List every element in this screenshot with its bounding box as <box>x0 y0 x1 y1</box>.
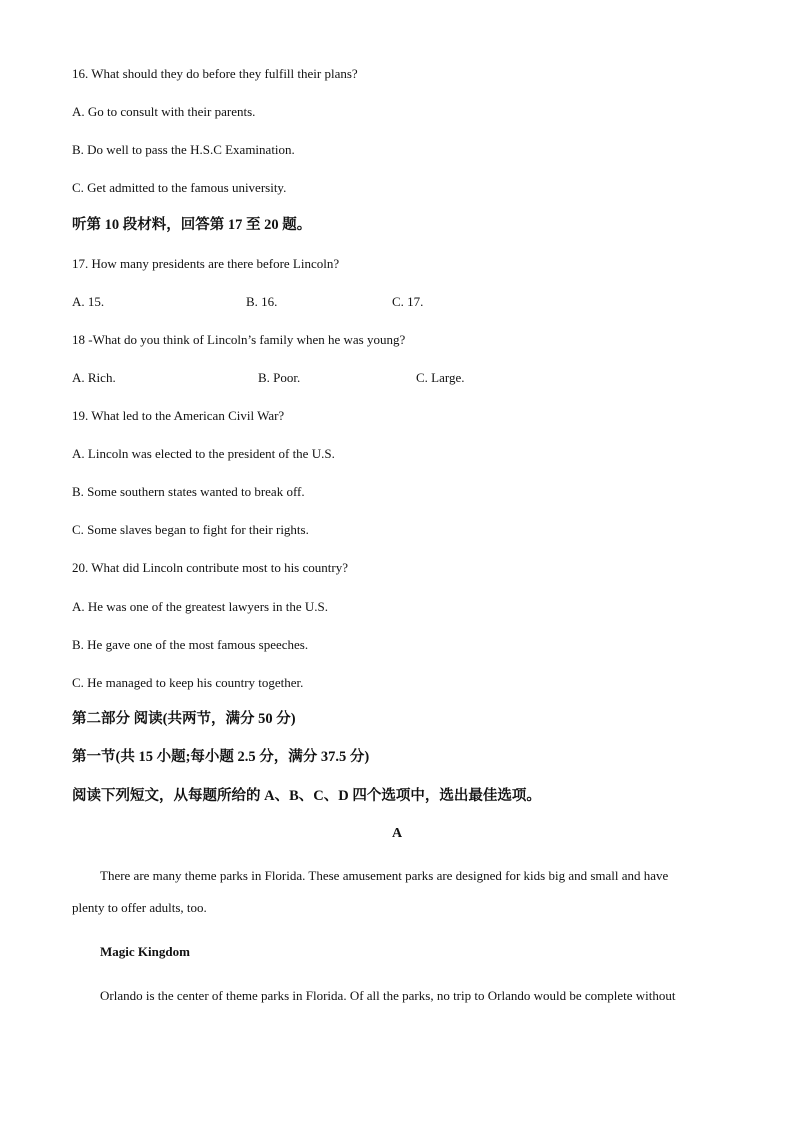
question-19: 19. What led to the American Civil War? <box>72 408 285 423</box>
passage-paragraph-2-line-1: Orlando is the center of theme parks in Florida. Of all the parks, no trip to Orlando would be complete without <box>100 988 676 1003</box>
question-17: 17. How many presidents are there before Lincoln? <box>72 256 340 271</box>
part-2-heading: 第二部分 阅读(共两节，满分 50 分) <box>72 711 296 727</box>
question-18: 18 -What do you think of Lincoln’s family when he was young? <box>72 332 406 347</box>
q16-option-a: A. Go to consult with their parents. <box>72 104 256 119</box>
q17-option-b: B. 16. <box>246 294 278 309</box>
passage-letter: A <box>391 826 403 841</box>
q18-option-c: C. Large. <box>416 370 465 385</box>
q18-option-a: A. Rich. <box>72 370 116 385</box>
section-10-heading: 听第 10 段材料，回答第 17 至 20 题。 <box>72 217 312 233</box>
section-1-heading: 第一节(共 15 小题;每小题 2.5 分，满分 37.5 分) <box>72 749 370 765</box>
q19-option-b: B. Some southern states wanted to break off. <box>72 484 305 499</box>
passage-paragraph-1-line-2: plenty to offer adults, too. <box>72 900 207 915</box>
q20-option-b: B. He gave one of the most famous speeches. <box>72 637 309 652</box>
q17-option-a: A. 15. <box>72 294 105 309</box>
question-16: 16. What should they do before they fulfill their plans? <box>72 66 358 81</box>
q17-option-c: C. 17. <box>392 294 424 309</box>
reading-instruction: 阅读下列短文，从每题所给的 A、B、C、D 四个选项中，选出最佳选项。 <box>72 788 541 804</box>
q19-option-c: C. Some slaves began to fight for their rights. <box>72 522 309 537</box>
passage-paragraph-1-line-1: There are many theme parks in Florida. These amusement parks are designed for kids big and small and have <box>100 868 669 883</box>
q20-option-a: A. He was one of the greatest lawyers in the U.S. <box>72 599 328 614</box>
q16-option-b: B. Do well to pass the H.S.C Examination. <box>72 142 295 157</box>
q19-option-a: A. Lincoln was elected to the president of the U.S. <box>72 446 335 461</box>
question-20: 20. What did Lincoln contribute most to his country? <box>72 560 348 575</box>
q20-option-c: C. He managed to keep his country together. <box>72 675 304 690</box>
passage-subheading: Magic Kingdom <box>100 944 190 959</box>
q16-option-c: C. Get admitted to the famous university. <box>72 180 287 195</box>
q18-option-b: B. Poor. <box>258 370 301 385</box>
